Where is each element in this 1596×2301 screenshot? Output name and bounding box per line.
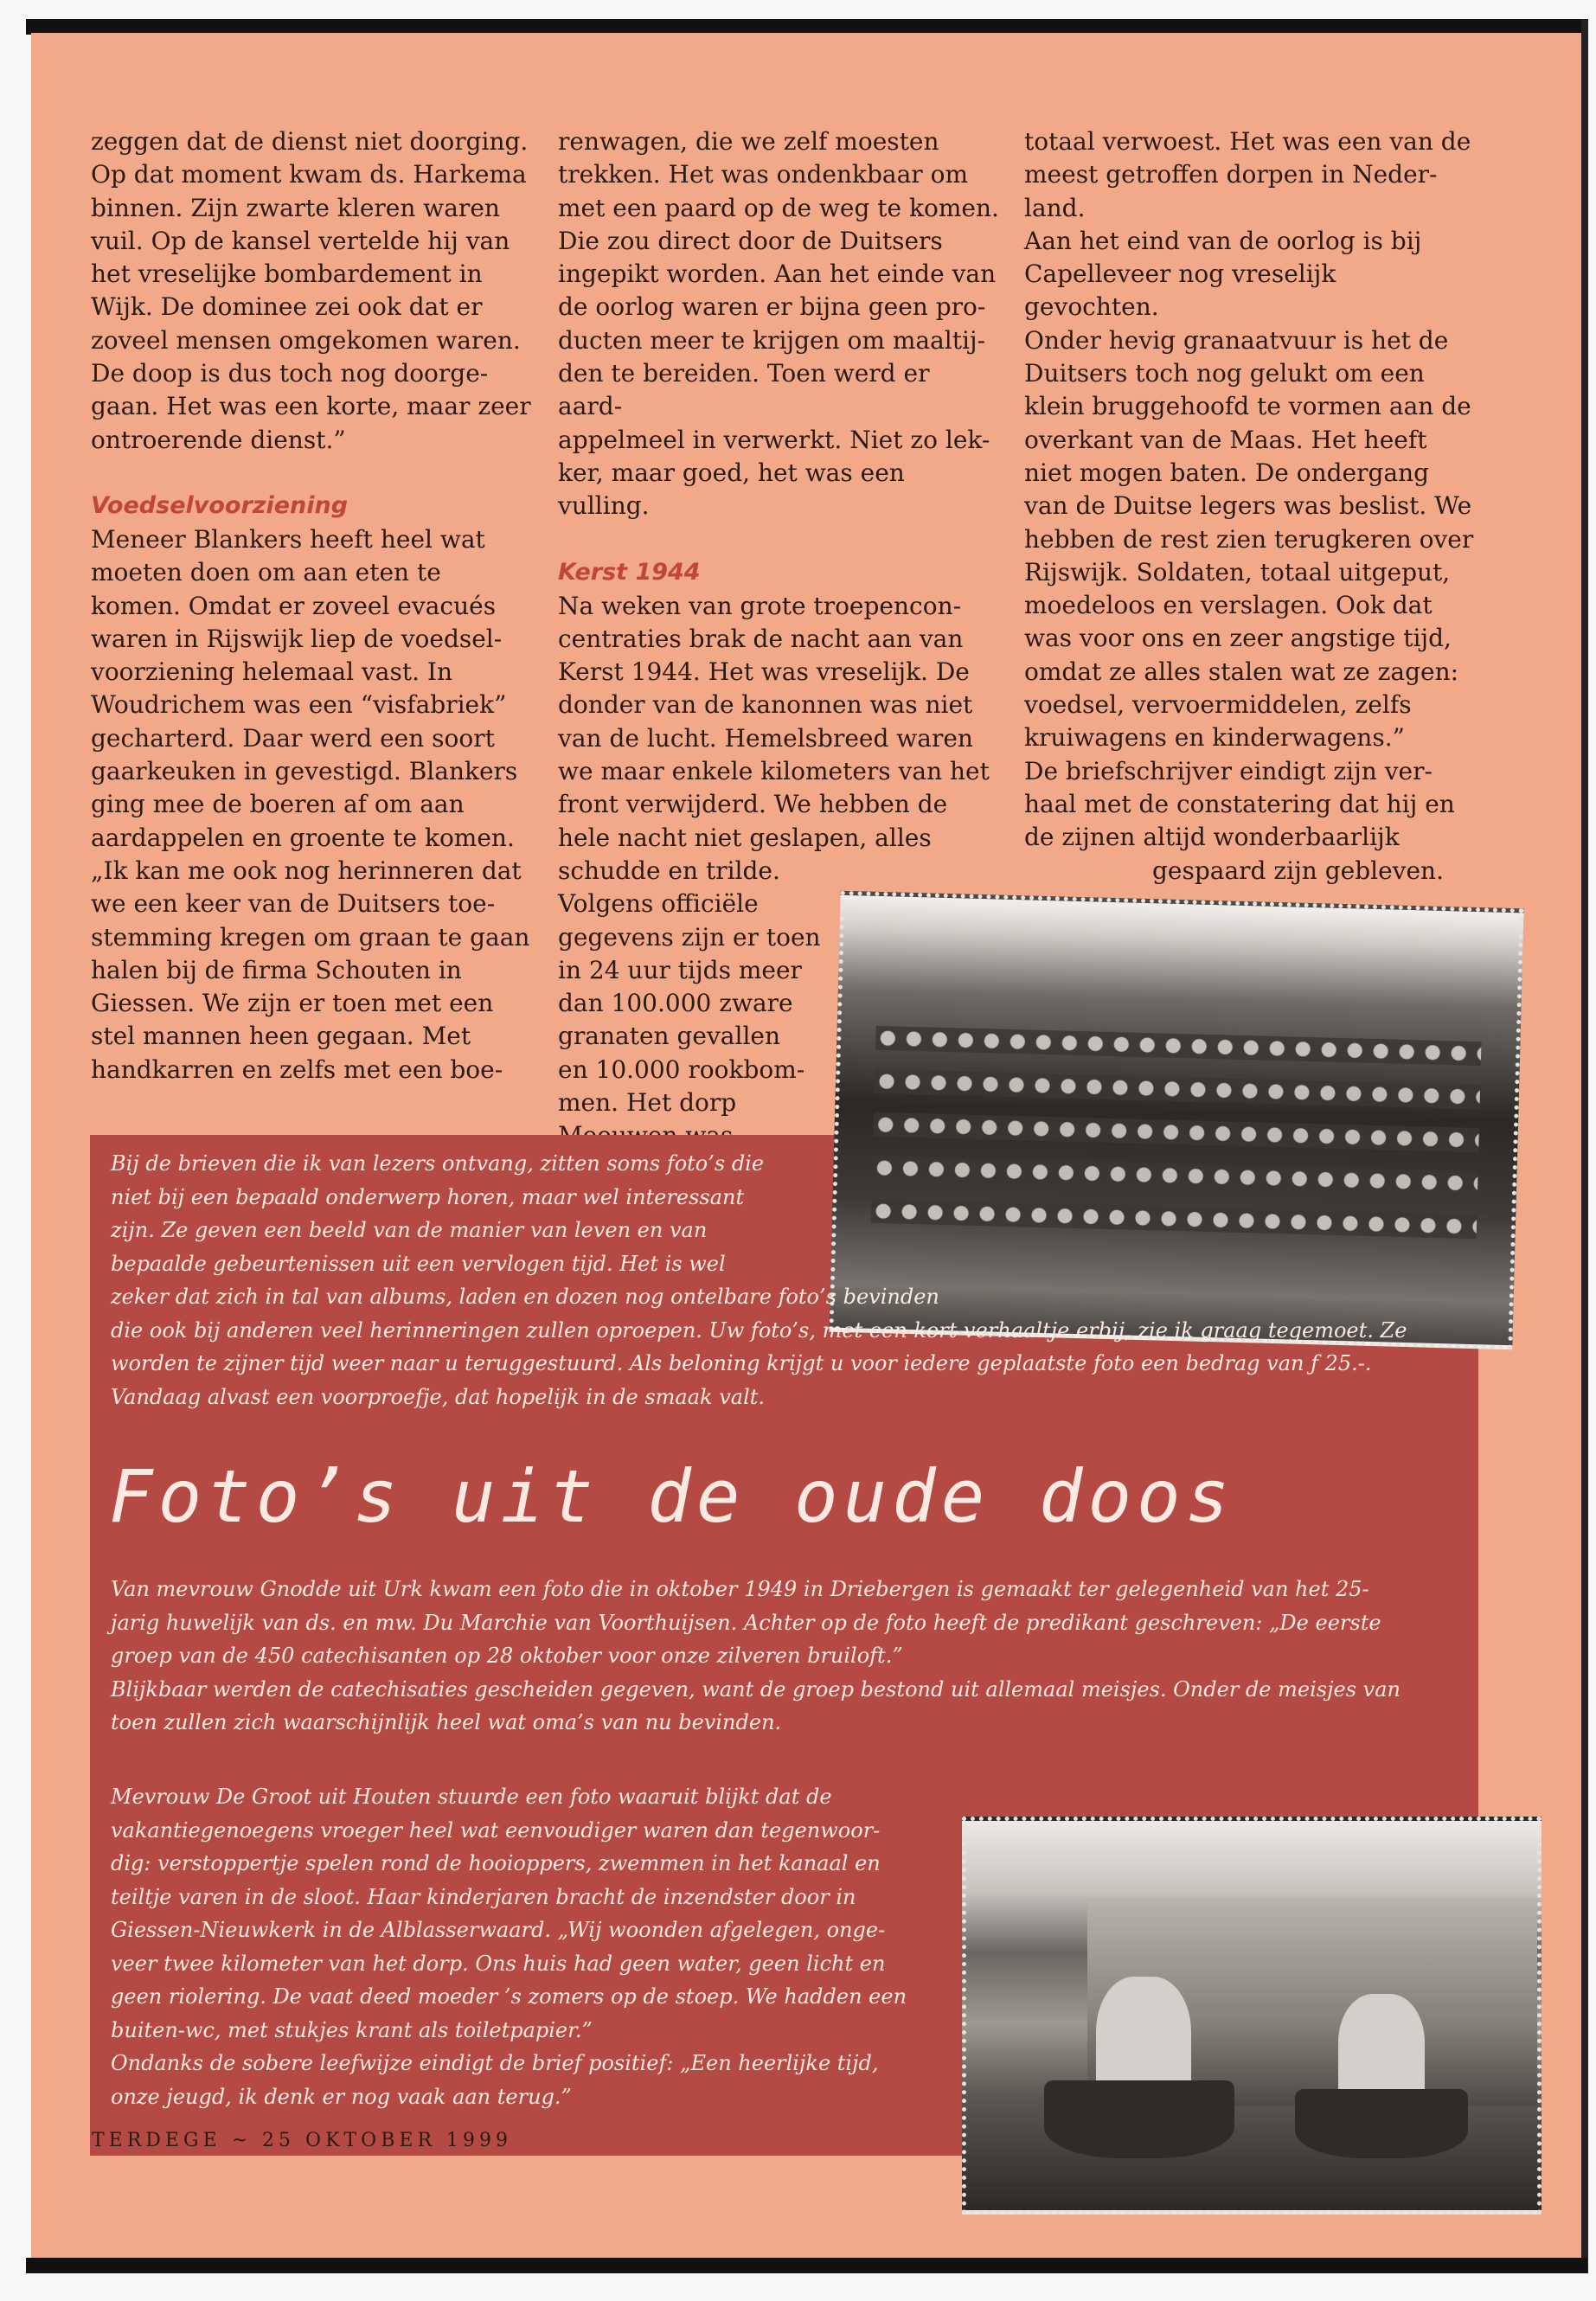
text-line: vakantiegenoegens vroeger heel wat eenvoudiger waren dan tegenwoor- xyxy=(111,1817,881,1843)
text-line: Blijkbaar werden de catechisaties gescheiden gegeven, want de groep bestond uit allemaal meisjes. Onder de meisjes van xyxy=(111,1676,1401,1702)
text-line: front verwijderd. We hebben de xyxy=(558,790,948,819)
text-line: zoveel mensen omgekomen waren. xyxy=(91,325,521,355)
photo-row xyxy=(871,1199,1477,1239)
text-line: vuil. Op de kansel vertelde hij van xyxy=(91,226,510,255)
story-gnodde xyxy=(111,1573,1460,1740)
text-line: Na weken van grote troepencon- xyxy=(558,591,962,620)
scan-border-bottom xyxy=(26,2258,1587,2273)
article-column-1 xyxy=(91,125,541,1086)
text-line: ging mee de boeren af om aan xyxy=(91,790,465,819)
text-line: onze jeugd, ik denk er nog vaak aan terug.” xyxy=(111,2084,572,2109)
text-line: buiten-wc, met stukjes krant als toiletpapier.” xyxy=(111,2017,593,2042)
text-line: men. Het dorp xyxy=(558,1088,737,1118)
text-line: Bij de brieven die ik van lezers ontvang, zitten soms foto’s die xyxy=(111,1151,765,1176)
text-line: dan 100.000 zware xyxy=(558,989,793,1018)
text-line: geen riolering. De vaat deed moeder ’s zomers op de stoep. We hadden een xyxy=(111,1984,907,2009)
text-line: omdat ze alles stalen wat ze zagen: xyxy=(1024,657,1459,686)
text-line: De doop is dus toch nog doorge- xyxy=(91,359,489,388)
text-line: Die zou direct door de Duitsers xyxy=(558,226,943,255)
text-line: overkant van de Maas. Het heeft xyxy=(1024,425,1427,454)
text-line: niet bij een bepaald onderwerp horen, maar wel interessant xyxy=(111,1184,745,1209)
text-line: Mevrouw De Groot uit Houten stuurde een foto waaruit blijkt dat de xyxy=(111,1785,832,1809)
text-line: Rijswijk. Soldaten, totaal uitgeput, xyxy=(1024,557,1451,586)
text-line: van de lucht. Hemelsbreed waren xyxy=(558,723,973,753)
text-line: handkarren en zelfs met een boe- xyxy=(91,1054,503,1084)
photo-row xyxy=(875,1069,1480,1109)
heading-voedselvoorziening: Voedselvoorziening xyxy=(91,491,349,519)
text-line: Wijk. De dominee zei ook dat er xyxy=(91,292,483,322)
text-line: land. xyxy=(1024,193,1086,222)
text-line: de oorlog waren er bijna geen pro- xyxy=(558,292,986,322)
col1-body xyxy=(91,523,541,1086)
text-line: hele nacht niet geslapen, alles xyxy=(558,823,932,852)
text-line: schudde en trilde. xyxy=(558,856,780,885)
story-de-groot xyxy=(111,1780,941,2113)
text-line: Onder hevig granaatvuur is het de xyxy=(1024,325,1449,355)
text-line: toen zullen zich waarschijnlijk heel wat oma’s van nu bevinden. xyxy=(111,1710,782,1734)
photo-row xyxy=(875,1026,1481,1066)
text-line: was voor ons en zeer angstige tijd, xyxy=(1024,624,1452,653)
text-line: aardappelen en groente te komen. xyxy=(91,823,515,852)
text-line: niet mogen baten. De ondergang xyxy=(1024,458,1430,487)
text-line: zeggen dat de dienst niet doorging. xyxy=(91,127,529,156)
heading-kerst-1944: Kerst 1944 xyxy=(558,558,701,586)
text-line: klein bruggehoofd te vormen aan de xyxy=(1024,392,1471,421)
text-line: Vandaag alvast een voorproefje, dat hopelijk in de smaak valt. xyxy=(111,1384,766,1409)
text-line: Van mevrouw Gnodde uit Urk kwam een foto die in oktober 1949 in Driebergen is gemaakt ter gelegenheid van het 25- xyxy=(111,1577,1369,1601)
photo-tub-left xyxy=(1044,2080,1234,2158)
text-line: halen bij de firma Schouten in xyxy=(91,955,462,984)
text-line: Giessen-Nieuwkerk in de Alblasserwaard. „Wij woonden afgelegen, onge- xyxy=(111,1918,886,1942)
text-line: bepaalde gebeurtenissen uit een vervlogen tijd. Het is wel xyxy=(111,1251,726,1276)
text-line: Ondanks de sobere leefwijze eindigt de brief positief: „Een heerlijke tijd, xyxy=(111,2051,879,2075)
text-line: meest getroffen dorpen in Neder- xyxy=(1024,160,1438,189)
text-line: ducten meer te krijgen om maaltij- xyxy=(558,325,986,355)
text-line: veer twee kilometer van het dorp. Ons huis had geen water, geen licht en xyxy=(111,1951,886,1976)
text-line: de zijnen altijd wonderbaarlijk xyxy=(1024,823,1400,852)
photo-tub-right xyxy=(1295,2089,1468,2158)
col2-body xyxy=(558,590,999,888)
text-line: we een keer van de Duitsers toe- xyxy=(91,889,496,919)
feature-intro-long xyxy=(111,1280,1460,1413)
feature-title: Foto’s uit de oude doos xyxy=(109,1454,1235,1539)
text-line: moedeloos en verslagen. Ook dat xyxy=(1024,591,1433,620)
text-line: Meneer Blankers heeft heel wat xyxy=(91,524,485,554)
text-line: moeten doen om aan eten te xyxy=(91,558,441,587)
text-line: centraties brak de nacht aan van xyxy=(558,624,964,653)
text-line: voorziening helemaal vast. In xyxy=(91,657,452,687)
text-line: stel mannen heen gegaan. Met xyxy=(91,1022,471,1051)
text-line: renwagen, die we zelf moesten xyxy=(558,127,939,156)
text-line: Duitsers toch nog gelukt om een xyxy=(1024,359,1425,388)
text-line: ker, maar goed, het was een vulling. xyxy=(558,458,905,521)
text-line: van de Duitse legers was beslist. We xyxy=(1024,491,1472,521)
photo-row xyxy=(873,1112,1478,1152)
photo-girls-in-tubs xyxy=(962,1817,1542,2214)
text-line: in 24 uur tijds meer xyxy=(558,955,802,984)
text-line: waren in Rijswijk liep de voedsel- xyxy=(91,624,503,653)
text-line: Aan het eind van de oorlog is bij xyxy=(1024,226,1422,255)
text-line: jarig huwelijk van ds. en mw. Du Marchie van Voorthuijsen. Achter op de foto heeft de predikant geschreven: „De eerste xyxy=(111,1610,1381,1635)
text-line: en 10.000 rookbom- xyxy=(558,1054,805,1084)
text-line: donder van de kanonnen was niet xyxy=(558,690,973,720)
text-line: kruiwagens en kinderwagens.” xyxy=(1024,723,1405,753)
text-line: Kerst 1944. Het was vreselijk. De xyxy=(558,657,970,687)
text-line: haal met de constatering dat hij en xyxy=(1024,789,1455,818)
scan-border-right xyxy=(1581,19,1588,2273)
text-line: den te bereiden. Toen werd er aard- xyxy=(558,359,930,421)
text-line: Op dat moment kwam ds. Harkema xyxy=(91,160,527,189)
text-line: Woudrichem was een “visfabriek” xyxy=(91,690,507,720)
text-line: granaten gevallen xyxy=(558,1022,781,1051)
text-line: dig: verstoppertje spelen rond de hooioppers, zwemmen in het kanaal en xyxy=(111,1851,881,1875)
text-line: ingepikt worden. Aan het einde van xyxy=(558,260,997,289)
text-line: voedsel, vervoermiddelen, zelfs xyxy=(1024,690,1412,720)
article-column-3 xyxy=(1024,125,1474,888)
text-line: groep van de 450 catechisanten op 28 oktober voor onze zilveren bruiloft.” xyxy=(111,1644,903,1668)
text-line: Volgens officiële xyxy=(558,889,759,919)
text-line: stemming kregen om graan te gaan xyxy=(91,922,530,952)
text-line: worden te zijner tijd weer naar u teruggestuurd. Als beloning krijgt u voor iedere geplaatste foto een bedrag van ƒ 25.-. xyxy=(111,1351,1372,1375)
text-line: teiltje varen in de sloot. Haar kinderjaren bracht de inzendster door in xyxy=(111,1884,856,1909)
col1-lead xyxy=(91,125,541,457)
text-line: ontroerende dienst.” xyxy=(91,425,346,454)
text-line: met een paard op de weg te komen. xyxy=(558,193,999,222)
text-line: binnen. Zijn zwarte kleren waren xyxy=(91,193,500,222)
text-line: De briefschrijver eindigt zijn ver- xyxy=(1024,756,1433,785)
text-line: gecharterd. Daar werd een soort xyxy=(91,723,495,753)
photo-row xyxy=(872,1156,1477,1195)
text-line: Capelleveer nog vreselijk gevochten. xyxy=(1024,260,1336,322)
text-line: appelmeel in verwerkt. Niet zo lek- xyxy=(558,425,990,454)
text-line: gaarkeuken in gevestigd. Blankers xyxy=(91,757,518,786)
text-line: gaan. Het was een korte, maar zeer xyxy=(91,392,531,421)
text-line: hebben de rest zien terugkeren over xyxy=(1024,524,1474,554)
text-line: die ook bij anderen veel herinneringen zullen oproepen. Uw foto’s, met een kort verhaaltje erbij, zie ik graag tegemoet. Ze xyxy=(111,1317,1407,1343)
text-line: het vreselijke bombardement in xyxy=(91,260,483,289)
col3-lead xyxy=(1024,125,1474,855)
text-line: gegevens zijn er toen xyxy=(558,922,821,952)
text-line: totaal verwoest. Het was een van de xyxy=(1024,127,1471,156)
text-line: we maar enkele kilometers van het xyxy=(558,757,990,786)
text-line: Giessen. We zijn er toen met een xyxy=(91,989,494,1018)
text-line: zeker dat zich in tal van albums, laden en dozen nog ontelbare foto’s bevinden xyxy=(111,1285,939,1309)
page-footer: TERDEGE ~ 25 OKTOBER 1999 xyxy=(92,2130,512,2151)
text-line: komen. Omdat er zoveel evacués xyxy=(91,591,497,620)
text-line: „Ik kan me ook nog herinneren dat xyxy=(91,856,522,885)
feature-intro-short xyxy=(111,1147,863,1280)
text-line: zijn. Ze geven een beeld van de manier van leven en van xyxy=(111,1218,708,1242)
col2-lead xyxy=(558,125,999,523)
text-line: trekken. Het was ondenkbaar om xyxy=(558,160,969,189)
col3-last-line: gespaard zijn gebleven. xyxy=(1152,856,1444,885)
